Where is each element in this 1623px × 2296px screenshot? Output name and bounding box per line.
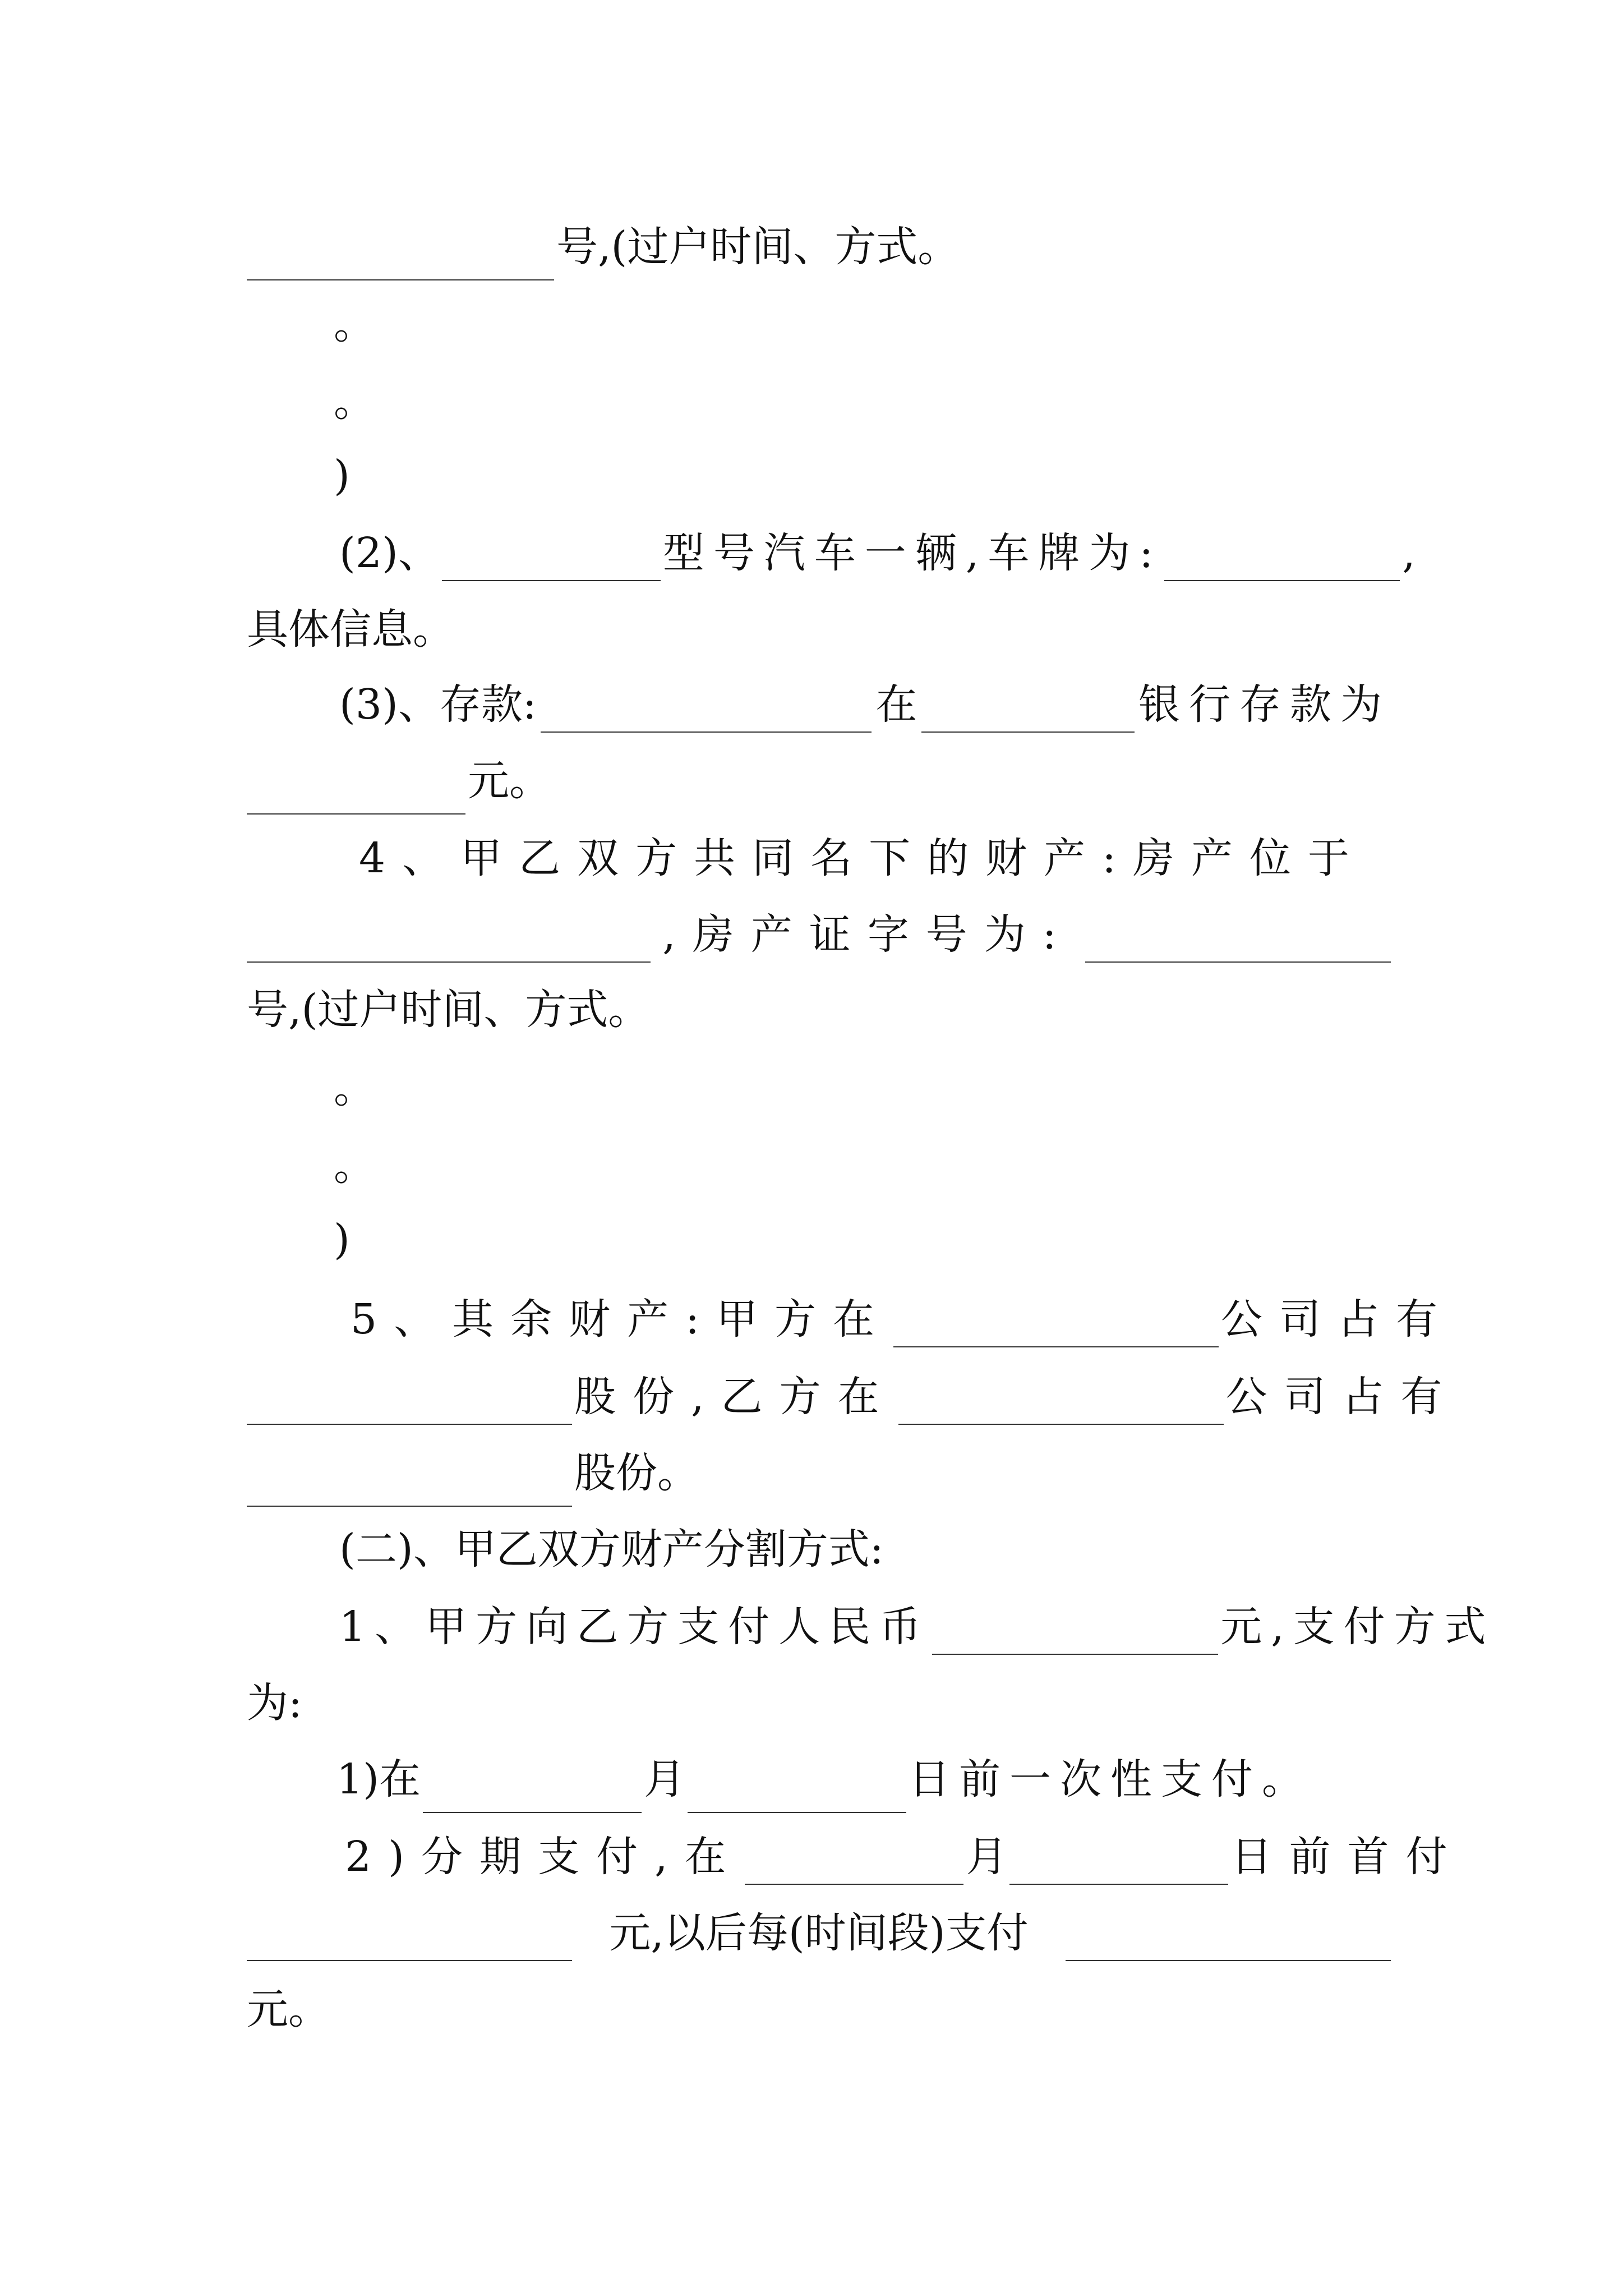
line-installment-amount bbox=[247, 1899, 1391, 1967]
blank-field[interactable] bbox=[893, 1291, 1219, 1347]
blank-field[interactable] bbox=[1085, 907, 1391, 963]
line-transfer-note-2: 号,(过户时间、方式。 bbox=[247, 986, 650, 1034]
text: 1)在 bbox=[336, 1755, 421, 1803]
text: (2)、 bbox=[339, 529, 440, 577]
line-period: 。 bbox=[334, 1142, 375, 1190]
line-amount bbox=[247, 747, 1391, 815]
text: 日前首付 bbox=[1230, 1833, 1464, 1881]
line-period: 。 bbox=[334, 378, 375, 426]
line-period: 。 bbox=[334, 300, 375, 348]
text: 月 bbox=[643, 1755, 685, 1803]
blank-field[interactable] bbox=[247, 224, 554, 280]
text: 在 bbox=[875, 680, 917, 729]
line-vehicle bbox=[339, 519, 1415, 587]
text: , bbox=[1402, 529, 1415, 577]
text: 股份,乙方在 bbox=[574, 1373, 896, 1421]
line-close-paren: ) bbox=[334, 1216, 350, 1264]
text: 股份。 bbox=[574, 1449, 699, 1497]
text: 银行存款为 bbox=[1138, 680, 1391, 729]
blank-field[interactable] bbox=[247, 1905, 572, 1961]
text: 日前一次性支付。 bbox=[908, 1755, 1312, 1803]
blank-field[interactable] bbox=[423, 1757, 642, 1813]
text: 2)分期支付,在 bbox=[345, 1833, 743, 1881]
line-vehicle-info: 具体信息。 bbox=[247, 605, 454, 654]
line-installment bbox=[345, 1823, 1464, 1890]
blank-field[interactable] bbox=[247, 1451, 572, 1507]
blank-field[interactable] bbox=[541, 677, 872, 733]
line-shares-2 bbox=[247, 1439, 1391, 1507]
line-payment-method: 为: bbox=[247, 1679, 302, 1727]
line-yuan: 元。 bbox=[247, 1985, 330, 2033]
text: 元,支付方式 bbox=[1220, 1603, 1495, 1651]
text: 元,以后每(时间段)支付 bbox=[609, 1909, 1029, 1957]
blank-field[interactable] bbox=[442, 525, 661, 581]
text: 5、其余财产:甲方在 bbox=[351, 1295, 892, 1343]
text: 月 bbox=[966, 1833, 1008, 1881]
blank-field[interactable] bbox=[1009, 1829, 1228, 1885]
blank-field[interactable] bbox=[1066, 1905, 1391, 1961]
text: 型号汽车一辆,车牌为: bbox=[662, 529, 1163, 577]
line-joint-property bbox=[359, 825, 1391, 892]
blank-field[interactable] bbox=[932, 1599, 1218, 1655]
blank-field[interactable] bbox=[898, 1369, 1224, 1425]
text: ,房产证字号为: bbox=[662, 910, 1073, 959]
text: 号,(过户时间、方式。 bbox=[556, 223, 960, 271]
text: 公司占有 bbox=[1225, 1373, 1459, 1421]
line-property-cert bbox=[247, 901, 1391, 968]
text: 1、甲方向乙方支付人民币 bbox=[339, 1603, 930, 1651]
blank-field[interactable] bbox=[247, 1369, 572, 1425]
line-transfer-note-1 bbox=[247, 213, 1391, 280]
line-other-property bbox=[351, 1286, 1455, 1353]
line-shares-1 bbox=[247, 1363, 1459, 1430]
blank-field[interactable] bbox=[921, 677, 1135, 733]
line-payment bbox=[339, 1593, 1495, 1660]
line-period: 。 bbox=[334, 1064, 375, 1112]
blank-field[interactable] bbox=[1164, 525, 1400, 581]
text: 4、甲乙双方共同名下的财产:房产位于 bbox=[359, 834, 1367, 882]
line-close-paren: ) bbox=[334, 452, 350, 500]
section-heading: (二)、甲乙双方财产分割方式: bbox=[339, 1525, 884, 1573]
text: 公司占有 bbox=[1221, 1295, 1455, 1343]
text: 元。 bbox=[468, 757, 551, 805]
blank-field[interactable] bbox=[688, 1757, 906, 1813]
line-deposit bbox=[339, 671, 1391, 738]
blank-field[interactable] bbox=[247, 758, 465, 815]
blank-field[interactable] bbox=[745, 1829, 963, 1885]
text: (3)、存款: bbox=[339, 680, 537, 729]
blank-field[interactable] bbox=[247, 907, 651, 963]
line-lump-sum bbox=[336, 1746, 1391, 1813]
